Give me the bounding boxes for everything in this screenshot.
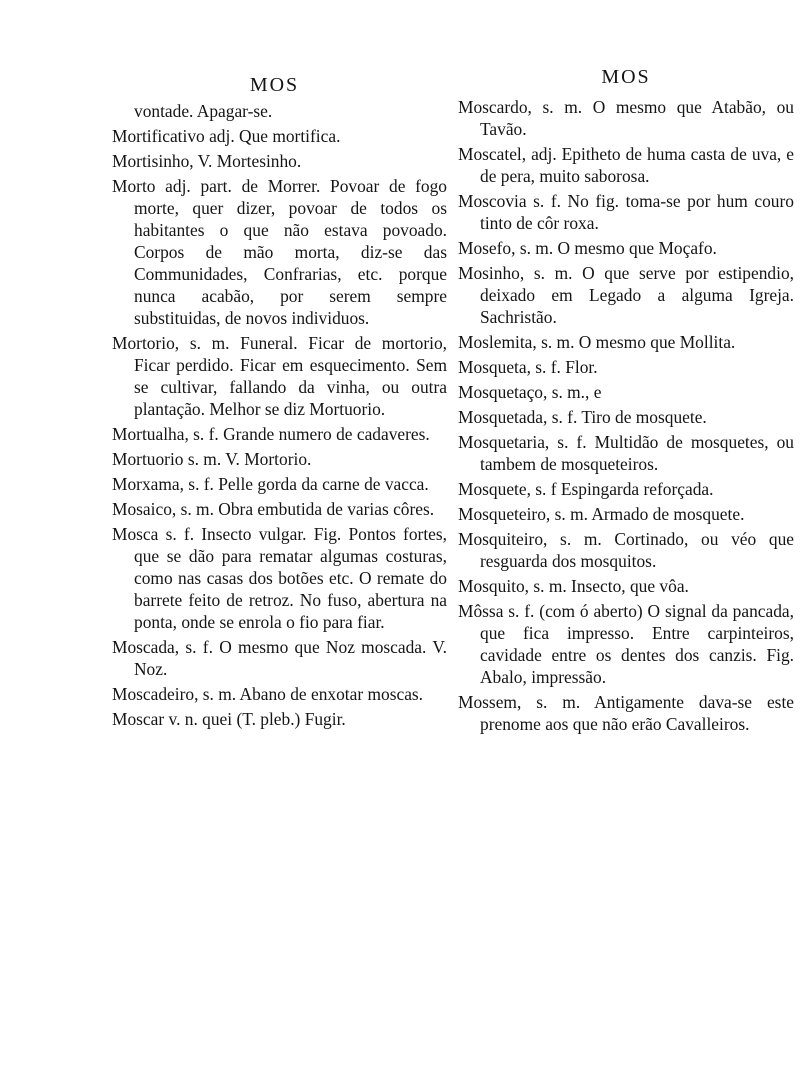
left-entries [112, 100, 447, 733]
entry-moscardo: Moscardo, s. m. O mesmo que Atabão, ou Tavão. [458, 97, 794, 139]
entry-moscadeiro: Moscadeiro, s. m. Abano de enxotar moscas. [112, 684, 424, 704]
entry-mosca: Mosca s. f. Insecto vulgar. Fig. Pontos fortes, que se dão para rematar algumas costuras, como nas casas dos botões etc. O remate do barrete feito de retroz. No fuso, abertura na ponta, onde se enrola o fio para fiar. [112, 524, 447, 632]
entry-continuation: vontade. Apagar-se. [134, 101, 273, 121]
entry-mortorio: Mortorio, s. m. Funeral. Ficar de mortorio, Ficar perdido. Ficar em esquecimento. Sem se cultivar, fallando da vinha, ou outra plantação. Melhor se diz Mortuorio. [112, 333, 447, 419]
entry-mosqueta: Mosqueta, s. f. Flor. [458, 357, 598, 377]
entry-mosquito: Mosquito, s. m. Insecto, que vôa. [458, 576, 689, 596]
entry-mosquetaco: Mosquetaço, s. m., e [458, 382, 602, 402]
entry-mortisinho: Mortisinho, V. Mortesinho. [112, 151, 302, 171]
entry-mosquetaria: Mosquetaria, s. f. Multidão de mosquetes, ou tambem de mosqueteiros. [458, 432, 794, 474]
entry-mosquiteiro: Mosquiteiro, s. m. Cortinado, ou véo que resguarda dos mosquitos. [458, 529, 794, 571]
entry-morto: Morto adj. part. de Morrer. Povoar de fogo morte, quer dizer, povoar de todos os habitantes o que não estava povoado. Corpos de mão morta, diz-se das Communidades, Confrarias, etc. porque nunca acabão, por serem sempre substituidas, de novos individuos. [112, 176, 447, 328]
entry-mosefo: Mosefo, s. m. O mesmo que Moçafo. [458, 238, 717, 258]
entry-moscada: Moscada, s. f. O mesmo que Noz moscada. V. Noz. [112, 637, 447, 679]
entry-mosquete: Mosquete, s. f Espingarda reforçada. [458, 479, 714, 499]
running-header-right: MOS [601, 66, 651, 88]
entry-mortuorio: Mortuorio s. m. V. Mortorio. [112, 449, 312, 469]
entry-morxama: Morxama, s. f. Pelle gorda da carne de vacca. [112, 474, 429, 494]
entry-mortualha: Mortualha, s. f. Grande numero de cadaveres. [112, 424, 430, 444]
entry-mosaico: Mosaico, s. m. Obra embutida de varias côres. [112, 499, 435, 519]
entry-mosqueteiro: Mosqueteiro, s. m. Armado de mosquete. [458, 504, 745, 524]
entry-mosinho: Mosinho, s. m. O que serve por estipendio, deixado em Legado a alguma Igreja. Sachristão. [458, 263, 794, 327]
entry-moslemita: Moslemita, s. m. O mesmo que Mollita. [458, 332, 736, 352]
entry-moscovia: Moscovia s. f. No fig. toma-se por hum couro tinto de côr roxa. [458, 191, 794, 233]
entry-mossem: Mossem, s. m. Antigamente dava-se este prenome aos que não erão Cavalleiros. [458, 692, 794, 734]
entry-moscar: Moscar v. n. quei (T. pleb.) Fugir. [112, 709, 346, 729]
right-entries [458, 96, 794, 738]
entry-mosquetada: Mosquetada, s. f. Tiro de mosquete. [458, 407, 707, 427]
entry-moscatel: Moscatel, adj. Epitheto de huma casta de uva, e de pera, muito saborosa. [458, 144, 794, 186]
running-header-left: MOS [249, 74, 300, 96]
entry-mortificativo: Mortificativo adj. Que mortifica. [112, 126, 341, 146]
entry-mossa: Môssa s. f. (com ó aberto) O signal da pancada, que fica impresso. Entre carpinteiros, cavidade entre os dentes dos canzis. Fig. Abalo, impressão. [458, 601, 794, 687]
